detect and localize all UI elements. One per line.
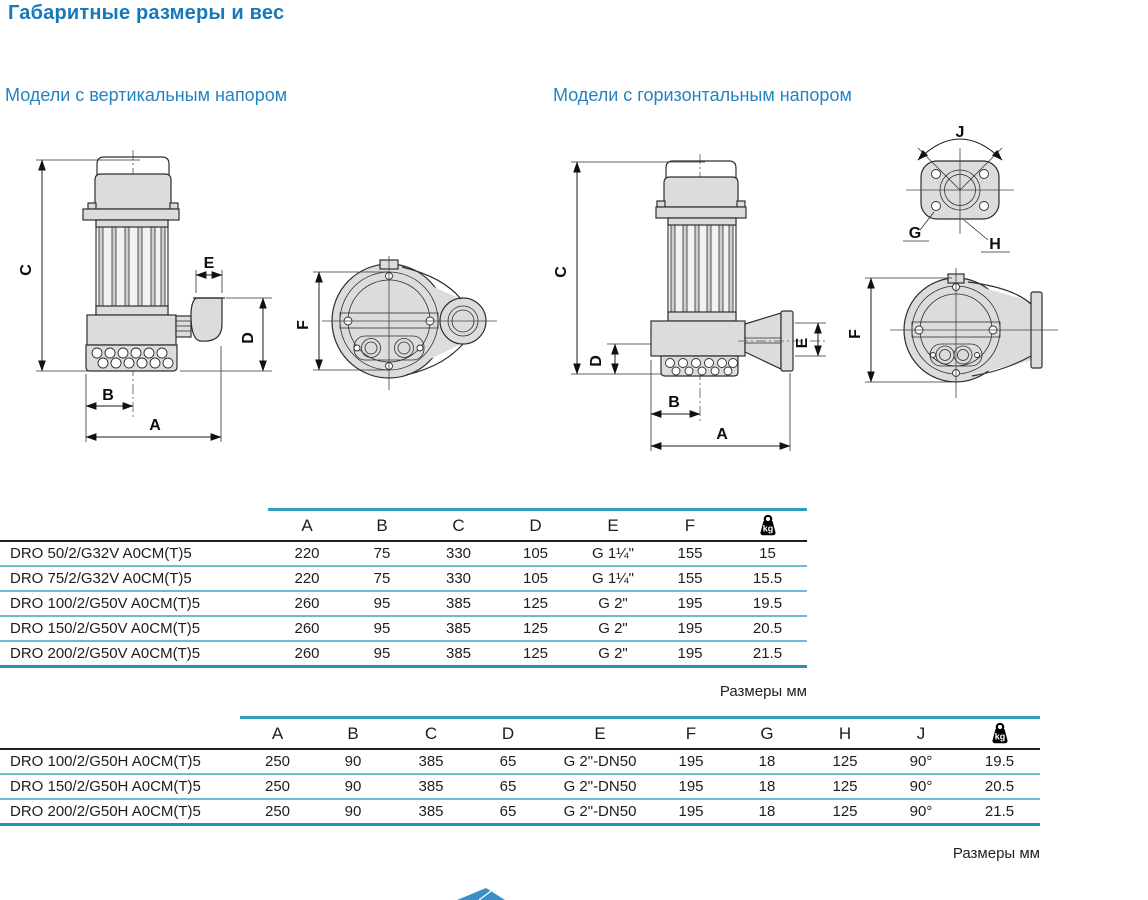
table-cell: 125 — [522, 645, 549, 662]
column-header-j: J — [916, 723, 926, 743]
table-cell: 90 — [344, 753, 362, 770]
dim-label-e2: E — [794, 337, 811, 349]
column-header-d: D — [501, 723, 515, 743]
table-cell: 19.5 — [984, 753, 1015, 770]
table-cell: 195 — [677, 595, 703, 612]
dim-label-a2: A — [716, 426, 728, 443]
table-cell: 21.5 — [984, 803, 1015, 820]
table-row — [0, 750, 1040, 773]
dim-label-h: H — [989, 236, 1001, 253]
table-cell: 330 — [445, 545, 472, 562]
model-name: DRO 200/2/G50V A0CM(T)5 — [10, 645, 201, 662]
section-title-vertical-models: Модели с вертикальным напором — [5, 85, 288, 105]
horizontal-pump-top-view-diagram — [847, 268, 1058, 398]
dim-label-c2: C — [553, 266, 570, 278]
table-cell: G 2"-DN50 — [563, 803, 637, 820]
table-cell: 260 — [294, 620, 320, 637]
table-header-row — [0, 719, 1040, 748]
table-cell: 260 — [294, 595, 320, 612]
column-header-e: E — [594, 723, 606, 743]
column-header-g: G — [760, 723, 774, 743]
vertical-pump-top-view-diagram — [295, 256, 497, 390]
column-header-h: H — [838, 723, 852, 743]
table-row — [0, 592, 807, 615]
table-cell: 105 — [522, 545, 549, 562]
table-cell: 90° — [909, 753, 933, 770]
table-row — [0, 775, 1040, 798]
table-cell: 385 — [445, 620, 472, 637]
table-cell: 18 — [758, 753, 776, 770]
dim-label-f2: F — [847, 329, 864, 339]
table-cell: G 2"-DN50 — [563, 778, 637, 795]
dim-label-e: E — [203, 255, 215, 272]
table-cell: 105 — [522, 570, 549, 587]
table-cell: 90° — [909, 803, 933, 820]
model-name: DRO 75/2/G32V A0CM(T)5 — [10, 570, 192, 587]
page-title: Габаритные размеры и вес — [8, 2, 285, 24]
model-name: DRO 150/2/G50H A0CM(T)5 — [10, 778, 201, 795]
table-cell: 250 — [264, 778, 291, 795]
table-cell: 95 — [373, 645, 391, 662]
weight-kg-icon — [756, 514, 780, 538]
column-header-e: E — [607, 515, 619, 535]
column-header-f: F — [684, 515, 696, 535]
table-cell: G 1¼" — [591, 545, 634, 562]
table-cell: 90 — [344, 778, 362, 795]
column-header-b: B — [347, 723, 359, 743]
table-cell: G 2" — [598, 595, 628, 612]
dimension-diagrams — [0, 110, 1148, 470]
table-cell: 20.5 — [752, 620, 783, 637]
dim-label-f: F — [295, 320, 312, 330]
table-cell: 155 — [677, 570, 703, 587]
table-cell: 125 — [832, 803, 858, 820]
table-cell: 95 — [373, 595, 391, 612]
table-row — [0, 617, 807, 640]
vertical-pump-side-view-diagram — [18, 150, 272, 442]
svg-text:kg: kg — [762, 523, 773, 533]
horizontal-models-table — [0, 716, 1040, 826]
partial-logo — [455, 888, 507, 900]
dim-label-d: D — [240, 332, 257, 344]
table-cell: 260 — [294, 645, 320, 662]
flange-face-diagram — [903, 124, 1014, 253]
horizontal-pump-side-view-diagram — [553, 154, 826, 451]
section-title-horizontal-models: Модели с горизонтальным напором — [553, 85, 852, 105]
table-bottom-rule — [0, 665, 807, 668]
table-cell: G 2" — [598, 620, 628, 637]
vertical-models-table — [0, 508, 807, 668]
table-cell: 15.5 — [752, 570, 783, 587]
dim-label-g: G — [908, 225, 922, 242]
table-cell: 125 — [832, 778, 858, 795]
table-cell: 20.5 — [984, 778, 1015, 795]
table-cell: 220 — [294, 570, 320, 587]
column-header-a: A — [301, 515, 313, 535]
table-cell: 330 — [445, 570, 472, 587]
table-cell: 90 — [344, 803, 362, 820]
dim-label-a: A — [149, 417, 161, 434]
column-header-f: F — [685, 723, 697, 743]
table-cell: 385 — [445, 595, 472, 612]
model-name: DRO 200/2/G50H A0CM(T)5 — [10, 803, 201, 820]
table-cell: 21.5 — [752, 645, 783, 662]
dim-label-b: B — [102, 387, 114, 404]
table-cell: 220 — [294, 545, 320, 562]
table-cell: 18 — [758, 778, 776, 795]
table-cell: 250 — [264, 803, 291, 820]
table-cell: 195 — [677, 645, 703, 662]
units-note: Размеры мм — [719, 683, 807, 700]
table-cell: G 1¼" — [591, 570, 634, 587]
table-cell: 385 — [445, 645, 472, 662]
table-cell: 385 — [418, 803, 444, 820]
table-header-row — [0, 511, 807, 540]
column-header-d: D — [529, 515, 542, 535]
table-cell: 125 — [522, 620, 549, 637]
svg-text:kg: kg — [994, 731, 1005, 741]
table-cell: 195 — [678, 803, 704, 820]
table-cell: 155 — [677, 545, 703, 562]
table-cell: 195 — [677, 620, 703, 637]
table-cell: 195 — [678, 753, 704, 770]
column-header-a: A — [271, 723, 284, 743]
column-header-weight — [728, 514, 807, 538]
table-cell: 95 — [373, 620, 391, 637]
table-cell: 65 — [499, 803, 517, 820]
dim-label-c: C — [18, 264, 35, 276]
table-row — [0, 642, 807, 665]
units-note: Размеры мм — [952, 845, 1040, 862]
dim-label-b2: B — [668, 394, 680, 411]
table-cell: 250 — [264, 753, 291, 770]
table-cell: 18 — [758, 803, 776, 820]
table-cell: 75 — [373, 570, 391, 587]
table-cell: 65 — [499, 778, 517, 795]
table-cell: 385 — [418, 778, 444, 795]
weight-kg-icon — [988, 722, 1012, 746]
table-cell: 90° — [909, 778, 933, 795]
table-cell: 15 — [759, 545, 776, 562]
column-header-c: C — [424, 723, 438, 743]
table-cell: G 2" — [598, 645, 628, 662]
table-cell: 75 — [373, 545, 391, 562]
table-cell: 125 — [522, 595, 549, 612]
table-cell: 125 — [832, 753, 858, 770]
dim-label-j: J — [955, 124, 965, 141]
model-name: DRO 150/2/G50V A0CM(T)5 — [10, 620, 201, 637]
table-cell: 195 — [678, 778, 704, 795]
model-name: DRO 50/2/G32V A0CM(T)5 — [10, 545, 192, 562]
dim-label-d2: D — [588, 355, 605, 367]
model-name: DRO 100/2/G50V A0CM(T)5 — [10, 595, 201, 612]
table-row — [0, 800, 1040, 823]
table-cell: 19.5 — [752, 595, 783, 612]
table-row — [0, 542, 807, 565]
table-cell: 65 — [499, 753, 517, 770]
column-header-c: C — [452, 515, 465, 535]
table-bottom-rule — [0, 823, 1040, 826]
table-row — [0, 567, 807, 590]
table-cell: G 2"-DN50 — [563, 753, 637, 770]
column-header-b: B — [376, 515, 388, 535]
model-name: DRO 100/2/G50H A0CM(T)5 — [10, 753, 201, 770]
column-header-weight — [959, 722, 1040, 746]
table-cell: 385 — [418, 753, 444, 770]
